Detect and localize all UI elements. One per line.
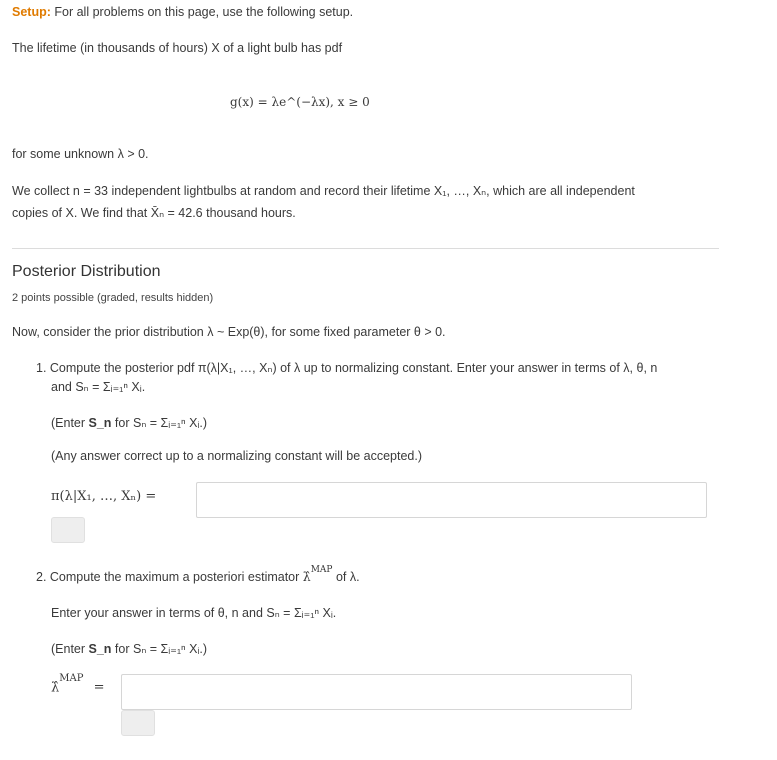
q2-prompt-line-1: [36, 565, 360, 585]
pdf-formula: g(x) = λe^(−λx), x ≥ 0: [230, 95, 370, 109]
q2-prompt-line-2: Enter your answer in terms of θ, n and Sₙ = Σᵢ₌₁ⁿ Xᵢ.: [51, 606, 337, 620]
q1-note: (Any answer correct up to a normalizing constant will be accepted.): [51, 449, 423, 463]
q1-enter-prefix: (Enter: [51, 416, 89, 430]
q2-enter-prefix: (Enter: [51, 642, 89, 656]
q2-enter-code: S_n: [88, 642, 112, 656]
q2-submit-button[interactable]: [121, 710, 155, 736]
section-title: Posterior Distribution: [12, 263, 161, 280]
q1-submit-button[interactable]: [51, 517, 85, 543]
q1-answer-input[interactable]: [196, 482, 707, 518]
q2-answer-sup: MAP: [59, 673, 84, 684]
q2-prompt-prefix: 2. Compute the maximum a posteriori estimator: [36, 570, 303, 585]
q2-enter-hint: [51, 641, 207, 656]
q2-answer-symbol: λ̂: [51, 680, 60, 696]
unknown-text: for some unknown λ > 0.: [12, 147, 149, 161]
points-info: 2 points possible (graded, results hidden): [12, 292, 214, 304]
collect-line-2: copies of X. We find that X̄ₙ = 42.6 thousand hours.: [12, 206, 296, 220]
prior-text: Now, consider the prior distribution λ ~ Exp(θ), for some fixed parameter θ > 0.: [12, 325, 446, 339]
q2-answer-input[interactable]: [121, 674, 632, 710]
q2-map-sup: MAP: [310, 565, 333, 575]
q1-answer-label: π(λ|X₁, …, Xₙ) =: [51, 489, 157, 504]
section-divider: [12, 248, 719, 249]
q1-enter-hint: [51, 415, 207, 430]
q2-prompt-suffix: of λ.: [332, 570, 360, 585]
setup-text: For all problems on this page, use the following setup.: [54, 5, 354, 19]
q1-enter-code: S_n: [88, 416, 112, 430]
collect-line-1: We collect n = 33 independent lightbulbs at random and record their lifetime X₁, …, Xₙ, which are all independent: [12, 184, 635, 198]
q1-prompt-line-1: 1. Compute the posterior pdf π(λ|X₁, …, Xₙ) of λ up to normalizing constant. Enter your answer in terms of λ, θ, n: [36, 361, 658, 375]
q1-enter-suffix: for Sₙ = Σᵢ₌₁ⁿ Xᵢ.): [111, 416, 208, 430]
q2-answer-eq: =: [93, 680, 105, 696]
setup-label: Setup:: [12, 5, 51, 19]
q2-lambda-hat: λ̂: [302, 569, 311, 585]
setup-intro: The lifetime (in thousands of hours) X of a light bulb has pdf: [12, 41, 343, 55]
setup-line: [12, 5, 353, 19]
q2-answer-label: [51, 673, 105, 696]
q1-prompt-line-2: and Sₙ = Σᵢ₌₁ⁿ Xᵢ.: [51, 380, 146, 394]
q2-enter-suffix: for Sₙ = Σᵢ₌₁ⁿ Xᵢ.): [111, 642, 208, 656]
